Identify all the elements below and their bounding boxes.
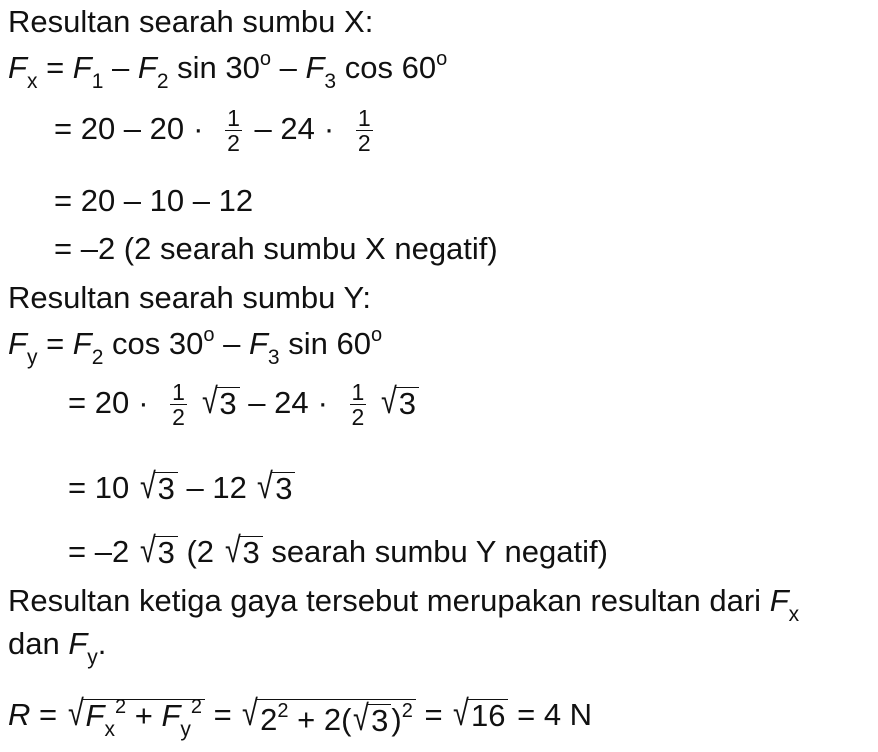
fx-equation: $F_x = F_1 - F_2$ $\sin 30^o - F_3$ cos 60$^o$: [8, 48, 448, 93]
x-heading: Resultan searah sumbu X:: [8, 4, 374, 39]
fy-step-1: = 20 · $\frac{1}{2}$ √ 3 – 24 · $\frac{1}{2}$ √ 3: [68, 380, 419, 429]
fy-step-2: = 10 √ 3 – 12 √ 3: [68, 468, 295, 504]
sqrt: √ $2^2 + 2$( √ 3 )$^2$: [240, 695, 416, 736]
sqrt: √ $F_x^2 + F_y^2$: [66, 695, 205, 731]
fx-result: = –2 (2 searah sumbu X negatif): [54, 231, 498, 266]
fy-result: = –2 √ 3 (2 √ 3 searah sumbu Y negatif): [68, 529, 608, 570]
sqrt: √ 3: [223, 532, 263, 568]
fraction: $\frac{1}{2}$: [227, 105, 240, 157]
fraction: $\frac{1}{2}$: [172, 379, 185, 431]
fy-equation: $F_y = F_2$ $\cos 30^o - F_3$ sin 60$^o$: [8, 324, 383, 369]
sqrt: √ 3: [138, 468, 178, 504]
sqrt: √ 16: [451, 695, 508, 731]
sqrt: √ 3: [351, 700, 391, 736]
sqrt: √ 3: [379, 383, 419, 419]
resultant-equation: R = √ $F_x^2 + F_y^2$ = √ $2^2 + 2$( √ 3 )$^2$ = √ 16 = 4 N: [8, 692, 593, 741]
sqrt: √ 3: [138, 532, 178, 568]
sqrt: √ 3: [255, 468, 295, 504]
y-heading: Resultan searah sumbu Y:: [8, 280, 372, 315]
fraction: $\frac{1}{2}$: [357, 105, 371, 157]
fraction: $\frac{1}{2}$: [351, 379, 365, 431]
fx-step-2: = 20 – 10 – 12: [54, 183, 254, 218]
conclusion-line-1: Resultan ketiga gaya tersebut merupakan resultan dari $F_x$: [8, 583, 800, 626]
fx-step-1: = 20 – 20 · $\frac{1}{2}$ – 24 · $\frac{1}{2}$: [54, 105, 371, 157]
conclusion-line-2: dan $F_y$.: [8, 626, 107, 669]
sqrt: √ 3: [200, 383, 240, 419]
